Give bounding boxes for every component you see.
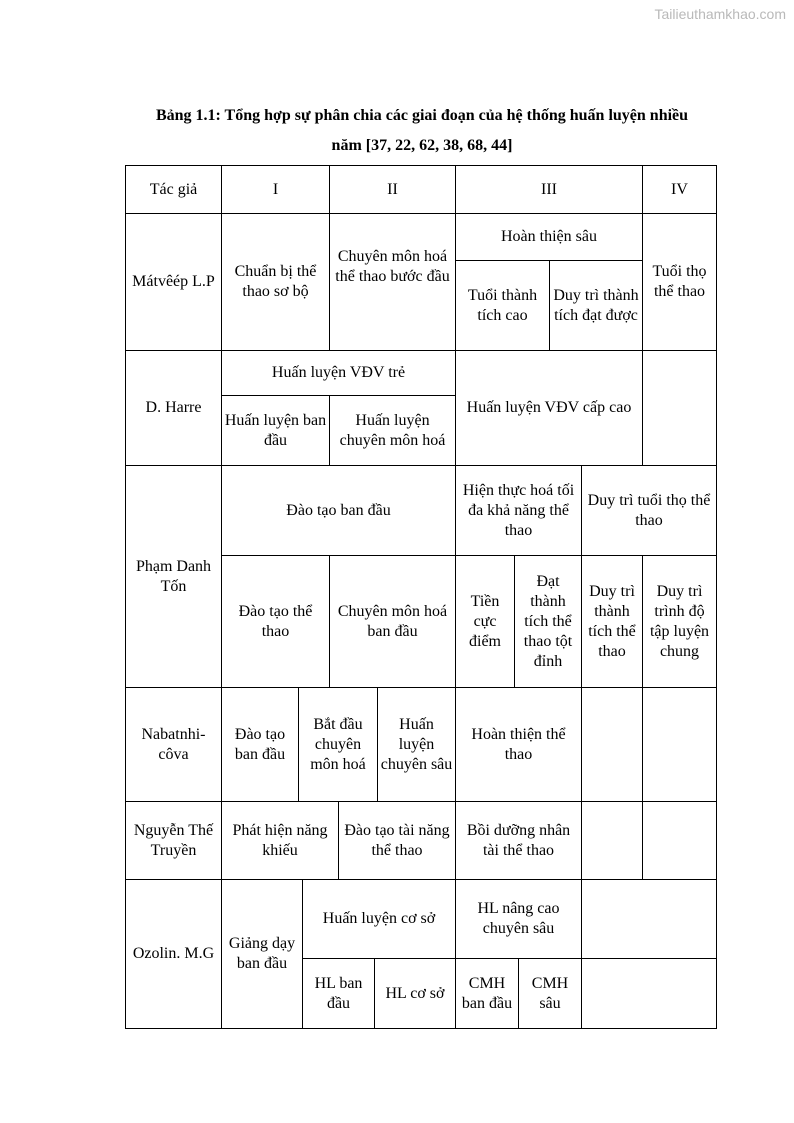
ozolin-stage-2b: HL cơ sở bbox=[385, 984, 445, 1002]
author-pham-danh-ton: Phạm Danh Tốn bbox=[135, 557, 212, 595]
truyen-stage-1: Phát hiện năng khiếu bbox=[232, 821, 328, 859]
header-stage-1: I bbox=[272, 180, 279, 198]
matveev-stage-2: Chuyên môn hoá thể thao bước đầu bbox=[335, 248, 450, 285]
header-stage-3: III bbox=[541, 180, 557, 198]
ozolin-stage-3a: CMH ban đầu bbox=[461, 974, 513, 1012]
ozolin-stage-2a: HL ban đầu bbox=[314, 974, 363, 1012]
table-title-citation: năm [37, 22, 62, 38, 68, 44] bbox=[331, 137, 513, 154]
nabat-stage-3: Hoàn thiện thể thao bbox=[471, 725, 566, 763]
author-nguyen-the-truyen: Nguyễn Thế Truyền bbox=[133, 821, 214, 859]
pham-stage-4: Duy trì tuổi thọ thể thao bbox=[587, 491, 711, 529]
matveev-stage-4: Tuổi thọ thể thao bbox=[652, 263, 707, 300]
matveev-stage-3: Hoàn thiện sâu bbox=[501, 228, 597, 245]
header-stage-2: II bbox=[387, 180, 398, 198]
ozolin-stage-3: HL nâng cao chuyên sâu bbox=[477, 900, 560, 937]
harre-stage-1: Huấn luyện ban đầu bbox=[224, 411, 327, 449]
matveev-stage-3a: Tuổi thành tích cao bbox=[467, 286, 538, 324]
truyen-stage-2: Đào tạo tài năng thể thao bbox=[344, 821, 450, 859]
nabat-stage-2a: Bắt đầu chuyên môn hoá bbox=[310, 715, 366, 773]
nabat-stage-2b: Huấn luyện chuyên sâu bbox=[380, 715, 453, 773]
pham-stage-3b: Đạt thành tích thể thao tột đỉnh bbox=[523, 572, 573, 670]
nabat-stage-1: Đào tạo ban đầu bbox=[234, 725, 286, 763]
author-harre: D. Harre bbox=[145, 399, 202, 416]
pham-stage-3a: Tiền cực điểm bbox=[469, 592, 501, 650]
author-matveev: Mátvêép L.P bbox=[132, 273, 215, 290]
pham-stage-1: Đào tạo thể thao bbox=[238, 602, 313, 640]
pham-stage-4b: Duy trì trình độ tập luyện chung bbox=[649, 582, 710, 660]
pham-stage-1-2: Đào tạo ban đầu bbox=[286, 501, 391, 519]
header-stage-4: IV bbox=[671, 180, 688, 198]
matveev-stage-1: Chuẩn bị thể thao sơ bộ bbox=[234, 263, 317, 300]
truyen-stage-3: Bồi dưỡng nhân tài thể thao bbox=[466, 821, 571, 859]
pham-stage-2: Chuyên môn hoá ban đầu bbox=[337, 602, 448, 640]
harre-stage-1-2: Huấn luyện VĐV trẻ bbox=[271, 364, 406, 381]
watermark: Tailieuthamkhao.com bbox=[654, 6, 786, 22]
ozolin-stage-3b: CMH sâu bbox=[531, 974, 569, 1012]
author-ozolin: Ozolin. M.G bbox=[132, 945, 215, 962]
ozolin-stage-2: Huấn luyện cơ sở bbox=[322, 910, 436, 927]
author-nabatnhicova: Nabatnhi-côva bbox=[141, 725, 206, 763]
header-author: Tác giả bbox=[149, 180, 198, 198]
matveev-stage-3b: Duy trì thành tích đạt được bbox=[553, 286, 639, 324]
ozolin-stage-1: Giảng dạy ban đầu bbox=[228, 935, 296, 972]
harre-stage-3: Huấn luyện VĐV cấp cao bbox=[466, 399, 632, 416]
table-title: Bảng 1.1: Tổng hợp sự phân chia các giai đoạn của hệ thống huấn luyện nhiều bbox=[155, 107, 689, 124]
pham-stage-3: Hiện thực hoá tối đa khả năng thể thao bbox=[462, 481, 575, 539]
harre-stage-2: Huấn luyện chuyên môn hoá bbox=[339, 411, 446, 449]
pham-stage-4a: Duy trì thành tích thể thao bbox=[588, 582, 636, 660]
